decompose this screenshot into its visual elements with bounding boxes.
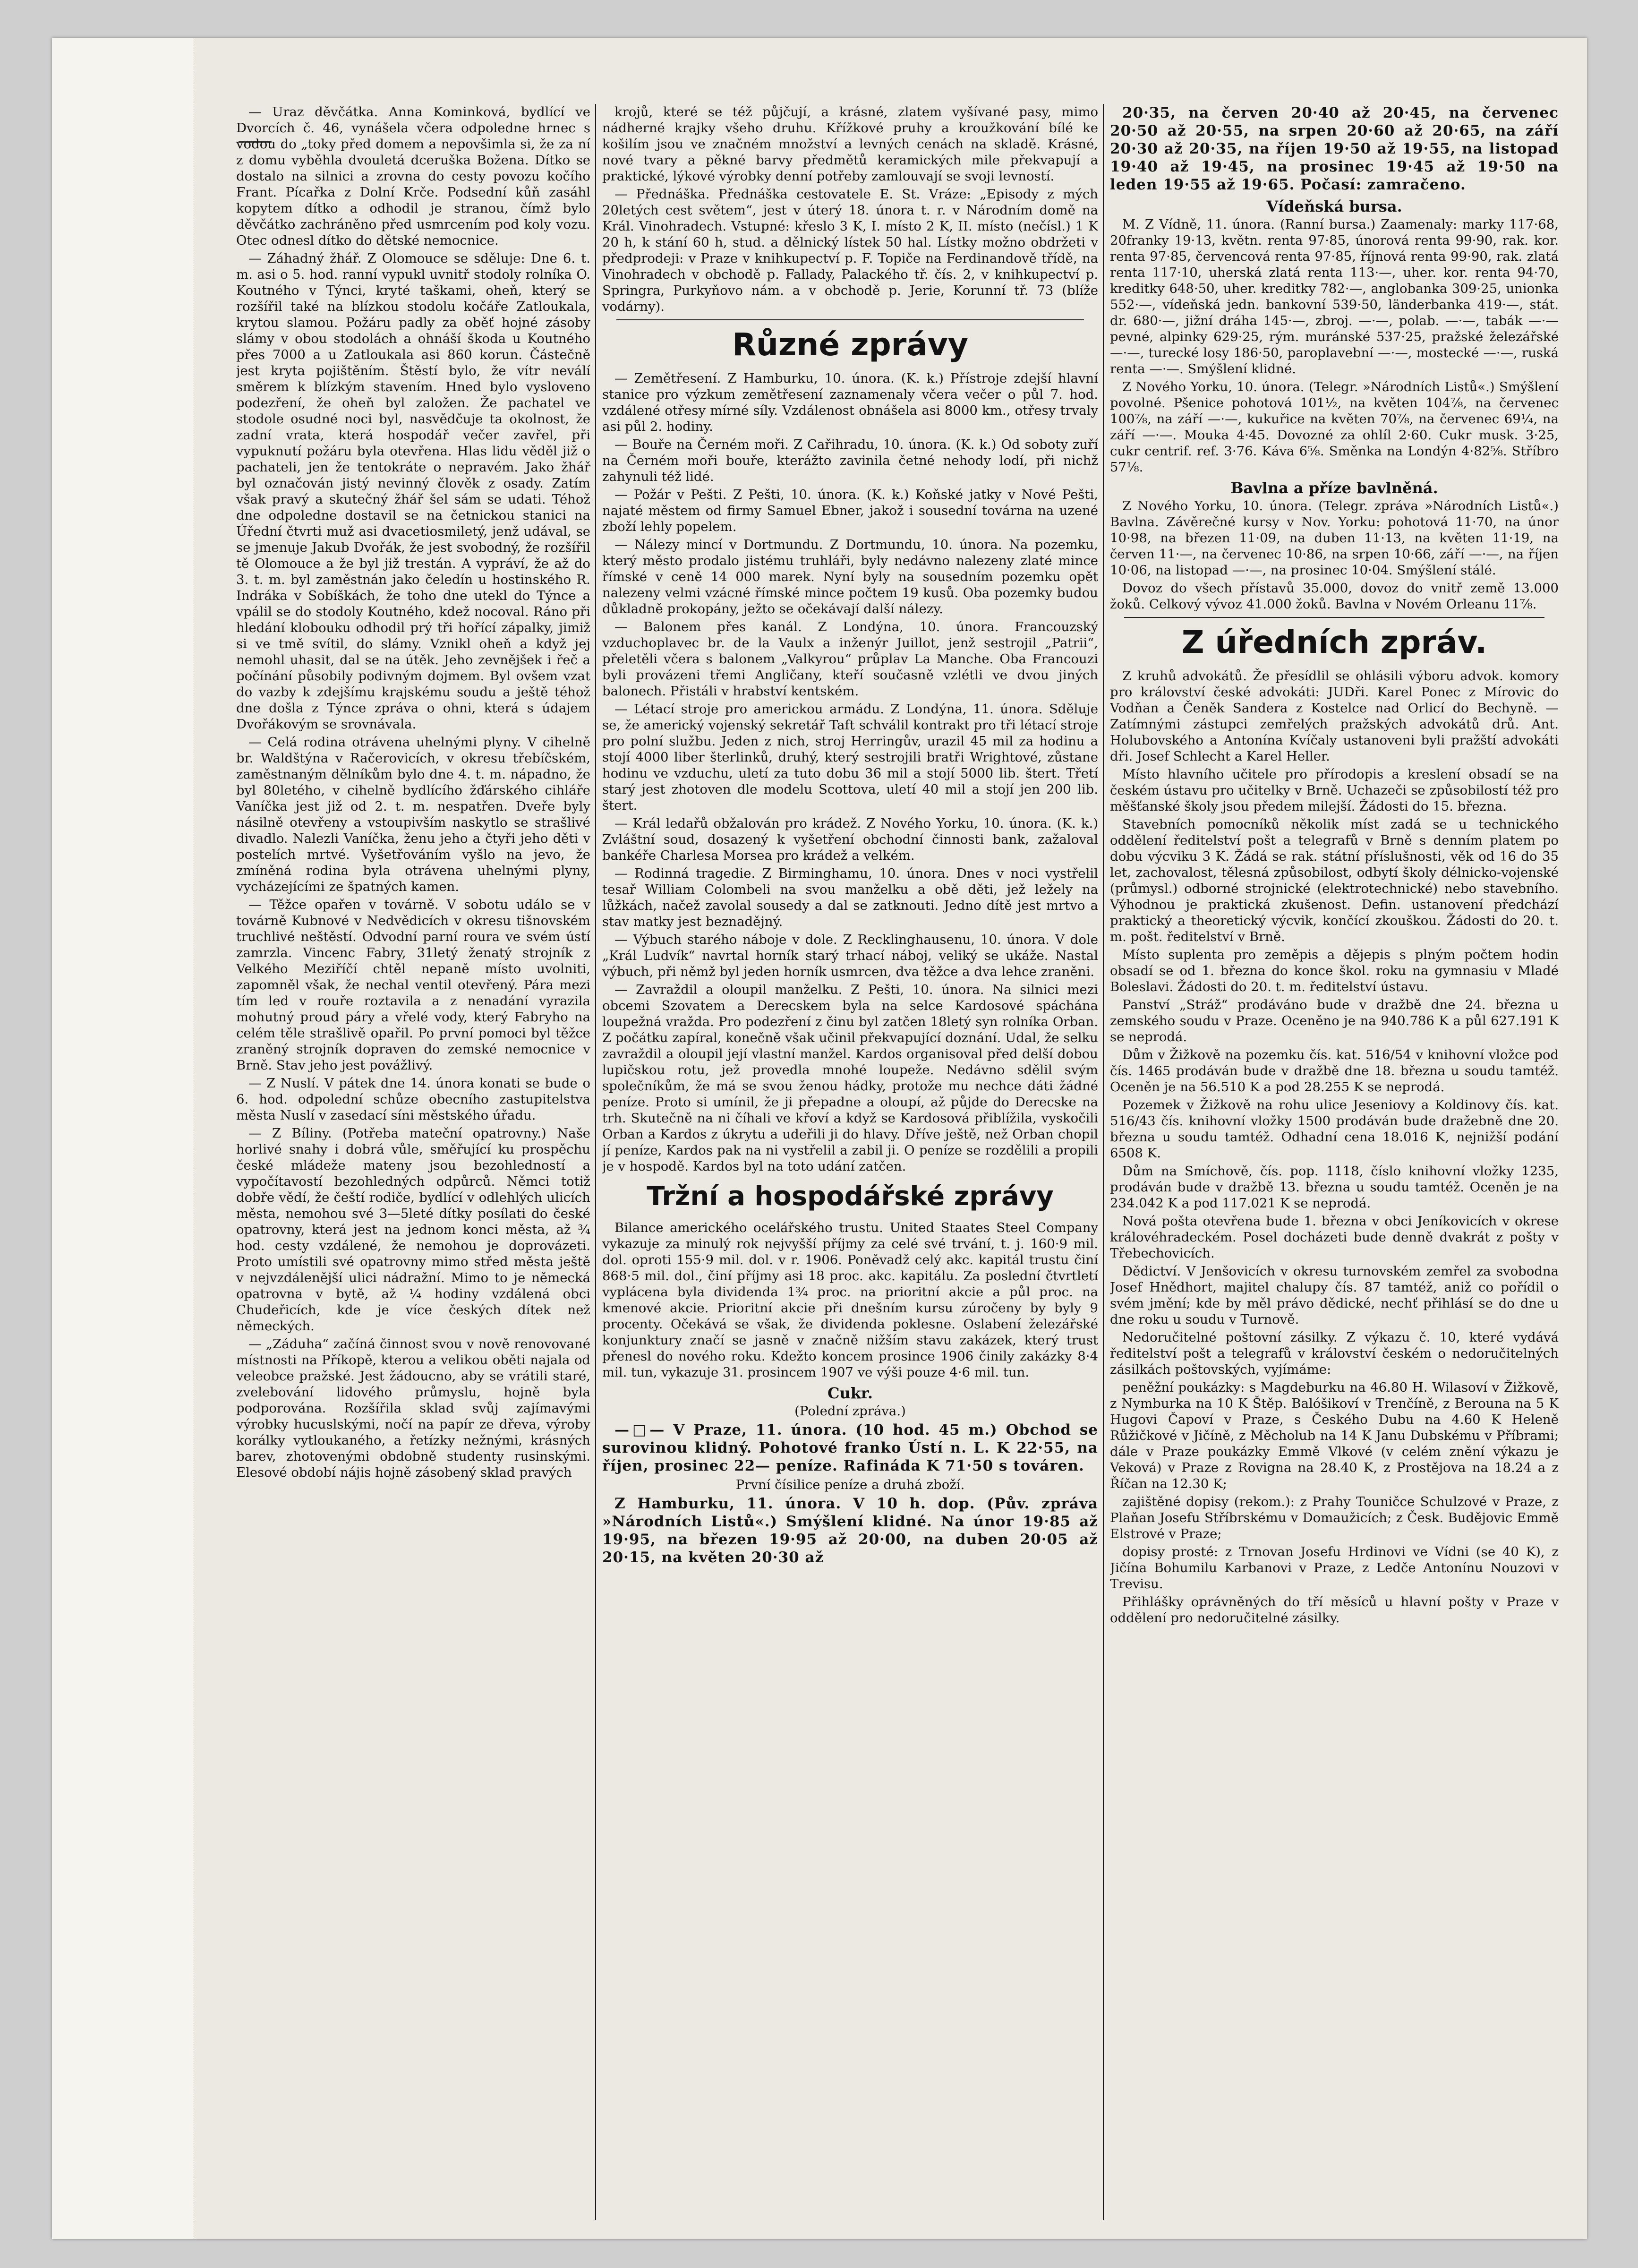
article-kral-ledaru: — Král ledařů obžalován pro krádež. Z Nového Yorku, 10. února. (K. k.) Zvláštní soud, dosazený k vyšetření obchodní činnosti bank, zažaloval bankéře Charlesa Morsea pro krádež a velkém. (602, 816, 1098, 863)
column-3 (1110, 104, 1559, 2220)
separator (1124, 617, 1544, 618)
article-pozar-v-pesti: — Požár v Pešti. Z Pešti, 10. února. (K. k.) Koňské jatky v Nové Pešti, najaté městem od firmy Samuel Ebner, jakož i sousední továrna na uzené zboží lehly popelem. (602, 487, 1098, 534)
notice-dopisy-proste: dopisy prosté: z Trnovan Josefu Hrdinovi ve Vídni (se 40 K), z Jičína Bohumilu Karbanovi v Praze, z Ledče Antonínu Nouzovi v Trevisu. (1110, 1544, 1559, 1592)
report-bavlna-dovoz: Dovoz do všech přístavů 35.000, dovoz do vnitř země 13.000 žoků. Celkový vývoz 41.000 žoků. Bavlna v Novém Orleanu 11⅞. (1110, 581, 1559, 612)
notice-advokati: Z kruhů advokátů. Že přesídlil se ohlásili výboru advok. komory pro království české advokáti: JUDři. Karel Ponec z Mírovic do Vodňan a Čeněk Sandera z Kostelce nad Orlicí do Bechyně. — Zatímnými zástupci zemřelých pražských advokátů drů. Ant. Holubovského a Antonína Kvíčaly ustanoveni byli pražští advokáti dři. Josef Schlecht a Karel Heller. (1110, 668, 1559, 764)
article-letaci-stroje: — Létací stroje pro americkou armádu. Z Londýna, 11. února. Sděluje se, že americký vojenský sekretář Taft schválil kontrakt pro tři létací stroje pro polní službu. Jeden z nich, stroj Herringův, urazil 45 mil za hodinu a stojí 4000 liber šterlinků, druhý, který sestrojili bratři Wrightové, zůstane hodinu ve vzduchu, uletí za tuto dobu 36 mil a stojí 5000 lib. štert. Třetí starý jest zhotoven dle modelu Scottova, uletí 40 mil a stojí jen 200 lib. štert. (602, 702, 1098, 813)
article-tezce-oparen: — Těžce opařen v továrně. V sobotu událo se v továrně Kubnové v Nedvědicích v okresu tišnovském truchlivé neštěstí. Odvodní parní roura ve svém ústí zamrzla. Vincenc Fabry, 31letý ženatý strojník z Velkého Meziříčí chtěl nepaně místo uvolniti, zapomněl však, že nechal ventil otevřený. Pára mezi tím led v rouře roztavila a z nenadání vyrazila mohutný proud páry a vřelé vody, který Fabryho na celém těle strašlivě opařil. Po první pomoci byl těžce zraněný strojník dopraven do zemské nemocnice v Brně. Stav jeho jest povážlivý. (236, 897, 590, 1073)
separator (616, 319, 1084, 320)
notice-prihlasky: Přihlášky oprávněných do tří měsíců u hlavní pošty v Praze v oddělení pro nedoručitelné zásilky. (1110, 1594, 1559, 1626)
report-videnska-bursa: M. Z Vídně, 11. února. (Ranní bursa.) Zaamenaly: marky 117·68, 20franky 19·13, květn. renta 97·85, únorová renta 99·90, rak. kor. renta 97·85, červencová renta 97·85, říjnová renta 99·90, rak. zlatá renta 117·10, uherská zlatá renta 113·—, uher. kor. renta 94·70, kreditky 648·50, uher. kreditky 782·—, anglobanka 309·25, unionka 552·—, vídeňská jedn. bankovní 539·50, länderbanka 419·—, stát. dr. 680·—, jižní dráha 145·—, zbroj. —·—, polab. —·—, tabák —·— pevné, alpinky 629·25, rým. muránské 537·25, pražské železářské —·—, turecké losy 186·50, paroplavební —·—, mostecké —·—, ruská renta —·—. Smýšlení klidné. (1110, 217, 1559, 377)
article-zahadny-zhar: — Záhadný žhář. Z Olomouce se sděluje: Dne 6. t. m. asi o 5. hod. ranní vypukl uvnitř stodoly rolníka O. Koutného v Týnci, kryté taškami, oheň, který se rozšířil také na blízkou stodolu kočáře Zatloukala, krytou slamou. Požáru padly za oběť hojné zásoby slámy v obou stodolách a ohnáší škoda u Koutného přes 7000 a u Zatloukala asi 860 korun. Částečně jest kryta pojištěním. Štěstí bylo, že vítr neválí směrem k blízkým stavením. Hned bylo vysloveno podezření, že oheň byl založen. Že pachatel ve stodole osudné noci byl, nasvědčuje ta okolnost, že zadní vrata, která hospodář večer zavřel, při vypuknutí požáru byla otevřena. Hlas lidu věděl již o pachateli, jen že tentokráte o nepravém. Jako žhář byl označován jistý nevinný člověk z osady. Zatím však pravý a skutečný žhář šel sám se udati. Téhož dne odpoledne dostavil se na četnickou stanici na Úřední čtvrti muž asi dvacetiosmiletý, jenž udával, se se jmenuje Jakub Dvořák, že jest svobodný, že rozšířil tě Olomouce a že byl již trestán. A vypráví, že až do 3. t. m. byl zaměstnán jako čeledín u hostinského R. Indráka v Sobíškách, že toho dne utekl do Týnce a vpálil se do stodoly Koutného, kdež nocoval. Ráno při hledání klobouku odhodil prý tři hořící zápalky, jimiž si ve tmě svítil, do slámy. Vznikl oheň a když jej nemohl uhasit, dal se na útěk. Jeho zevnějšek i řeč a počínání působily podivným dojmem. Byl ovšem vzat do vazby k zdejšímu krajskému soudu a ještě téhož dne došla z Týnce zpráva o ohni, která s údajem Dvořákovým se srovnávala. (236, 251, 590, 732)
column-divider (1103, 104, 1104, 2220)
notice-nova-posta: Nová pošta otevřena bude 1. března v obci Jeníkovicích v okrese královéhradeckém. Posel docházeti bude denně dvakrát z pošty v Třebechovicích. (1110, 1214, 1559, 1261)
notice-panstvi-straz: Panství „Stráž“ prodáváno bude v dražbě dne 24. března u zemského soudu v Praze. Oceněno je na 940.786 K a půl 627.191 K se neprodá. (1110, 997, 1559, 1044)
article-kroje-continued: krojů, které se též půjčují, a krásné, zlatem vyšívané pasy, mimo nádherné krajky všeho druhu. Křížkové pruhy a kroužkování bílé ke košilím jsou ve značném množství a levných cenách na skladě. Krásné, nové tvary a pěkné barvy předmětů keramických mile překvapují a praktické, lýkové výrobky denní potřeby zamlouvají se svoji levností. (602, 104, 1098, 184)
notice-misto-ucitele: Místo hlavního učitele pro přírodopis a kreslení obsadí se na českém ústavu pro učitelky v Brně. Uchazeči se způsobilostí též pro měšťanské školy jsou předem milejší. Žádosti do 15. března. (1110, 767, 1559, 814)
article-cela-rodina-otravena: — Celá rodina otrávena uhelnými plyny. V cihelně br. Waldštýna v Račerovicích, v okresu třebíčském, zaměstnaným dělníkům bylo dne 4. t. m. nápadno, že byl 80letého, v cihelně bydlícího žďárského cihláře Vaníčka jest již od 2. t. m. nespatřen. Dveře byly násilně otevřeny a vstoupivším naskytlo se strašlivé divadlo. Nalezli Vaníčka, ženu jeho a čtyři jeho děti v postelích mrtvé. Vyšetřováním vyšlo na jevo, že zmíněná rodina byla otrávena uhelnými plyny, vycházejícími ze špatných kamen. (236, 735, 590, 894)
report-new-york: Z Nového Yorku, 10. února. (Telegr. »Národních Listů«.) Smýšlení povolné. Pšenice pohotová 101½, na květen 104⅞, na červenec 100⅞, na září —·—, kukuřice na květen 70⅞, na červenec 69¼, na září —·—. Mouka 4·45. Dovozné za ohlíl 2·60. Cukr musk. 3·25, cukr centrif. ref. 3·76. Káva 6⅝. Směnka na Londýn 4·82⅝. Stříbro 57⅛. (1110, 379, 1559, 475)
market-report-hamburk-continued: 20·35, na červen 20·40 až 20·45, na červenec 20·50 až 20·55, na srpen 20·60 až 20·65, na září 20·30 až 20·35, na říjen 19·50 až 19·55, na listopad 19·40 až 19·45, na prosinec 19·45 až 19·50 na leden 19·55 až 19·65. Počasí: zamračeno. (1110, 104, 1559, 193)
column-1 (236, 104, 590, 2220)
column-2 (602, 104, 1098, 2220)
article-prednaska: — Přednáška. Přednáška cestovatele E. St. Vráze: „Episody z mých 20letých cest světem“, jest v úterý 18. února t. r. v Národním domě na Král. Vinohradech. Vstupné: křeslo 3 K, I. místo 2 K, II. místo (nečísl.) 1 K 20 h, k stání 60 h, stud. a dělnický lístek 50 hal. Lístky možno obdržeti v předprodeji: v Praze v knihkupectví p. F. Topiče na Ferdinandově třídě, na Vinohradech v obchodě p. Fallady, Palackého tř. čís. 2, v knihkupectví p. Springra, Purkyňovo nám. a v obchodě p. Jerie, Korunní tř. 73 (blíže vodárny). (602, 187, 1098, 314)
article-z-nusli: — Z Nuslí. V pátek dne 14. února konati se bude o 6. hod. odpolední schůze obecního zastupitelstva města Nuslí v zasedací síni městského úřadu. (236, 1076, 590, 1123)
report-bavlna: Z Nového Yorku, 10. února. (Telegr. zpráva »Národních Listů«.) Bavlna. Závěrečné kursy v Nov. Yorku: pohotová 11·70, na únor 10·98, na březen 11·09, na duben 11·13, na květen 11·19, na červen 11·—, na červenec 10·86, na srpen 10·66, září —·—, na říjen 10·06, na listopad —·—, na prosinec 10·04. Smýšlení stálé. (1110, 498, 1559, 578)
notice-stavebni-pomocnici: Stavebních pomocníků několik míst zadá se u technického oddělení ředitelství pošt a telegrafů v Brně s denním platem po dobu výcviku 3 K. Žádá se rak. státní příslušnosti, věk od 16 do 35 let, zachovalost, tělesná způsobilost, odbytí školy délnicko-vojenské (průmysl.) odborné strojnické (elektrotechnické) nebo stavebního. Výhodnou je praktická zkušenost. Defin. ustanovení předchází praktický a theoretický výcvik, končící zkouškou. Žádosti do 20. t. m. pošt. ředitelství v Brně. (1110, 817, 1559, 944)
notice-pozemek-zizkov: Pozemek v Žižkově na rohu ulice Jeseniovy a Koldinovy čís. kat. 516/43 čís. knihovní vložky 1500 prodáván bude dražebně dne 20. března u soudu tamtéž. Odhadní cena 18.016 K, nejnižší podání 6508 K. (1110, 1097, 1559, 1161)
article-vybuch-naboje: — Výbuch starého náboje v dole. Z Recklinghausenu, 10. února. V dole „Král Ludvík“ navrtal horník starý trhací náboj, veliký se ukáže. Nastal výbuch, při němž byl jeden horník usmrcen, dva těžce a dva lehce zraněni. (602, 932, 1098, 979)
market-report-praha: —□— V Praze, 11. února. (10 hod. 45 m.) Obchod se surovinou klidný. Pohotové franko Ústí n. L. K 22·55, na říjen, prosinec 22— peníze. Rafináda K 71·50 s továren. (602, 1421, 1098, 1474)
notice-dum-zizkov: Dům v Žižkově na pozemku čís. kat. 516/54 v knihovní vložce pod čís. 1465 prodáván bude v dražbě dne 18. března u soudu tamtéž. Oceněn je na 56.510 K a pod 28.255 K se neprodá. (1110, 1047, 1559, 1095)
subheading-polední-zprava: (Polední zpráva.) (794, 1404, 906, 1419)
notice-misto-suplenta: Místo suplenta pro zeměpis a dějepis s plným počtem hodin obsadí se od 1. března do konce škol. roku na gymnasiu v Mladé Boleslavi. Žádosti do 20. t. m. ředitelství ústavu. (1110, 947, 1559, 994)
column-divider (595, 104, 596, 2220)
notice-penezni-poukazky: peněžní poukázky: s Magdeburku na 46.80 H. Wilasoví v Žižkově, z Nymburka na 10 K Štěp. Balóšikoví v Trenčíně, z Berouna na 5 K Hugovi Čapoví v Praze, s Českého Dubu na 4.60 K Heleně Růžičkové v Jičíně, z Měcholub na 14 K Janu Dubskému v Příbrami; dále v Praze poukázky Emmě Vlkové (v celém znění výkazu je Veková) v Praze z Rovigna na 28.40 K, z Prostějova na 18.24 a z Říčan na 12.30 K; (1110, 1380, 1559, 1491)
article-rodinna-tragedie: — Rodinná tragedie. Z Birminghamu, 10. února. Dnes v noci vystřelil tesař William Colombeli na svou manželku a obě děti, jež ležely na lůžkách, načež zavolal sousedy a dal se zatknouti. Jedno dítě jest mrtvo a stav matky jest beznadějný. (602, 866, 1098, 929)
article-nalezy-minci: — Nálezy mincí v Dortmundu. Z Dortmundu, 10. února. Na pozemku, který město prodalo jistému truhláři, byly nedávno nalezeny zlaté mince římské v ceně 14 000 marek. Nyní byly na sousedním pozemku opět nalezeny velmi vzácné římské mince počtem 19 kusů. Oba pozemky budou důkladně prokopány, ježto se očekávají další nálezy. (602, 537, 1098, 616)
section-heading-trzni-zpravy: Tržní a hospodářské zprávy (647, 1181, 1054, 1212)
article-bilance-trustu: Bilance amerického ocelářského trustu. United Staates Steel Company vykazuje za minulý rok nejvyšší příjmy za celé své trvání, t. j. 160·9 mil. dol. oproti 155·9 mil. dol. v r. 1906. Poněvadž celý akc. kapitál trustu činí 868·5 mil. dol., činí příjmy asi 18 proc. akc. kapitálu. Za poslední čtvrtletí vyplácena byla dividenda 1¾ proc. na prioritní akcie a půl proc. na kmenové akcie. Prioritní akcie při dnešním kursu zúročeny by byly 9 procenty. Očekává se však, že dividenda poklesne. Oslabení železářské konjunktury značí se jasně v značně nižším stavu zakázek, který trust přenesl do nového roku. Kdežto koncem prosince 1906 činily zakázky 8·4 mil. tun, vykazuje 31. prosincem 1907 ve výši pouze 4·6 mil. tun. (602, 1220, 1098, 1380)
newspaper-page (52, 38, 1587, 2239)
subheading-bavlna: Bavlna a příze bavlněná. (1230, 479, 1438, 497)
subheading-videnska-bursa: Vídeňská bursa. (1266, 197, 1402, 215)
subheading-cukr: Cukr. (828, 1384, 873, 1402)
article-zaduha: — „Záduha“ začíná činnost svou v nově renovované místnosti na Příkopě, kterou a velikou oběti najala od veleobce pražské. Jest žádoucno, aby se vrátili staré, zvelebování lidového průmyslu, hojně byla podporována. Rozšířila sklad svůj zajímavými výrobky hucuslskými, nočí na papír ze dřeva, výroby korálky vytloukaného, a řetízky nežnými, krásných barev, zhotovenými obdobně studenty rusinskými. Elesové období nájis hojně zásobený sklad pravých (236, 1336, 590, 1480)
section-heading-z-uřednich-zprav: Z úředních zpráv. (1181, 624, 1487, 660)
article-zavrazdil-manzelku: — Zavraždil a oloupil manželku. Z Pešti, 10. února. Na silnici mezi obcemi Szovatem a Derecskem byla na selce Kardosové spáchána loupežná vražda. Pro podezření z činu byl zatčen 18letý syn rolníka Orban. Z počátku zapíral, konečně však učinil překvapující doznání. Udal, že selku zavraždil a oloupil její vlastní manžel. Kardos organisoval před delší dobou lupičskou rotu, jež provedla mnohé loupeže. Nedávno sdělil svým společníkům, že má se svou ženou hádky, protože mu nechce dáti žádné peníze. Proto si umínil, že ji přepadne a oloupí, až půjde do Derecske na trh. Skutečně na ni číhali ve křoví a když se Kardosová přiblížila, vyskočili Orban a Kardos z úkrytu a udeřili ji do hlavy. Dříve ještě, než Orban chopil jí peníze, Kardos pak na ni vystřelil a zabil ji. O peníze se rozdělili a propili je v hospodě. Kardos byl na toto udání zatčen. (602, 982, 1098, 1174)
article-balonem-pres-kanal: — Balonem přes kanál. Z Londýna, 10. února. Francouzský vzduchoplavec br. de la Vaulx a inženýr Juillot, jenž sestrojil „Patrii“, přeletěli včera s balonem „Valkyrou“ průplav La Manche. Oba Francouzi byli provázeni třemi Angličany, kteří současně vzlétli ve dvou jiných balonech. Přistáli v hrabství kentském. (602, 619, 1098, 699)
market-report-hamburk: Z Hamburku, 11. února. V 10 h. dop. (Pův. zpráva »Národních Listů«.) Smýšlení klidné. Na únor 19·85 až 19·95, na březen 19·95 až 20·00, na duben 20·05 až 20·15, na květen 20·30 až (602, 1495, 1098, 1566)
note-prices: První čísilice peníze a druhá zboží. (735, 1477, 965, 1492)
page-margin (52, 38, 194, 2239)
article-z-biliny: — Z Bíliny. (Potřeba mateční opatrovny.) Naše horlivé snahy i dobrá vůle, směřující ku prospěchu české mládeže mateny jsou bezohledností a vypočítavostí bezohledných odpůrců. Němci totiž dobře vědí, že čeští rodiče, bydlící v odlehlých ulicích města, nemohou své 3—5leté dítky posílati do české opatrovny, která jest na jednom konci města, až ¾ hod. cesty vzdálené, že nemohou je doprovázeti. Proto umístili své opatrovny mimo střed města ještě v nejvzdálenější ulici nádražní. Mimo to je německá opatrovna v bytě, až ¼ hodiny vzdálená obci Chudeřicích, kde je více českých dítek než německých. (236, 1126, 590, 1334)
article-boure-cerne-more: — Bouře na Černém moři. Z Cařihradu, 10. února. (K. k.) Od soboty zuří na Černém moři bouře, kterážto zavinila četné nehody lodí, při nichž zahynuli též lidé. (602, 437, 1098, 484)
section-heading-ruzne-zpravy: Různé zprávy (732, 326, 968, 363)
notice-nedorucitelne-zasilky: Nedoručitelné poštovní zásilky. Z výkazu č. 10, které vydává ředitelství pošt a telegrafů v království českém o nedoručitelných zásilkách poštovských, vyjímáme: (1110, 1330, 1559, 1377)
notice-dedictvi: Dědictví. V Jenšovicích v okresu turnovském zemřel za svobodna Josef Hnědhort, majitel chalupy čís. 87 tamtéž, aniž co pořídil o svém jmění; kde by měl právo dědické, nechť přihlásí se do dne u dne roku u soudu v Turnově. (1110, 1264, 1559, 1327)
article-uraz-devcatka: — Uraz děvčátka. Anna Kominková, bydlící ve Dvorcích č. 46, vynášela včera odpoledne hrnec s vodou do „toky před domem a nepovšimla si, že za ní z domu vyběhla dvouletá dceruška Božena. Dítko se dostalo na silnici a zrovna do cesty povozu kočího Frant. Pícařka z Dolní Krče. Podsední kůň zasáhl kopytem dítko a odhodil je stranou, čímž bylo děvčátko zachráněno před usmrcením pod koly vozu. Otec odnesl dítko do dětské nemocnice. (236, 104, 590, 248)
notice-zajistene-dopisy: zajištěné dopisy (rekom.): z Prahy Touničce Schulzové v Praze, z Plaňan Josefu Stříbrskému v Domaužicích; z Česk. Budějovic Emmě Elstrové v Praze; (1110, 1494, 1559, 1541)
notice-dum-smichov: Dům na Smíchově, čís. pop. 1118, číslo knihovní vložky 1235, prodáván bude v dražbě 13. března u soudu tamtéž. Oceněn je na 234.042 K a pod 117.021 K se neprodá. (1110, 1164, 1559, 1211)
article-zemetreseni: — Zemětřesení. Z Hamburku, 10. února. (K. k.) Přístroje zdejší hlavní stanice pro výzkum zemětřesení zaznamenaly včera večer o půl 7. hod. vzdálené otřesy mírné síly. Vzdálenost obnášela asi 8000 km., otřesy trvaly asi půl 2. hodiny. (602, 371, 1098, 434)
